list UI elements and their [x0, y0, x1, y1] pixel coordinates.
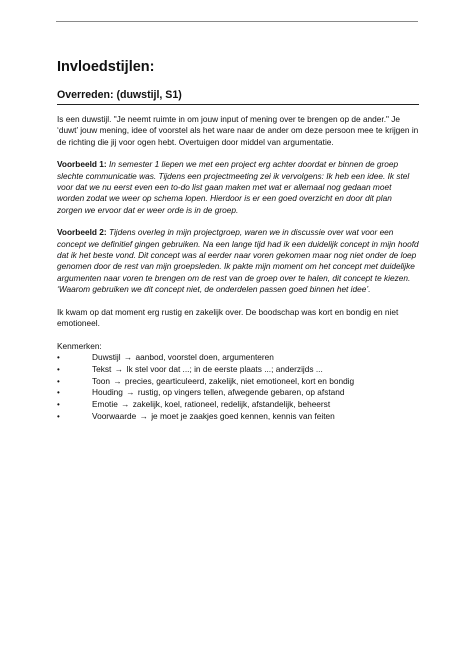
arrow-right-icon: → [123, 351, 133, 362]
list-item [57, 376, 419, 388]
arrow-right-icon: → [126, 387, 135, 398]
kenmerk-label: Duwstijl [92, 351, 121, 362]
example-2-label: Voorbeeld 2: [57, 227, 107, 238]
intro-paragraph: Is een duwstijl. "Je neemt ruimte in om jouw input of mening over te brengen op de ander." Je ‘duwt’ jouw mening, idee of voorstel als het ware naar de ander om deze persoon mee te krijgen in de richting die jij voor ogen hebt. Overtuigen door middel van argumentatie. [57, 114, 419, 147]
kenmerk-label: Toon [92, 375, 110, 386]
example-1-paragraph [57, 159, 419, 216]
list-item [57, 364, 419, 376]
page-title: Invloedstijlen: [57, 59, 155, 75]
kenmerk-label: Emotie [92, 399, 118, 410]
example-1-text: In semester 1 liepen we met een project erg achter doordat er binnen de groep slechte communicatie was. Tijdens een projectmeeting zei ik vervolgens: Ik heb een idee. Ik stel voor dat we nu eerst even een to-do list gaan maken met wat er allemaal nog gedaan moet worden zodat we weer op schema lopen. Hierdoor is er een goed overzicht en door dit plan zorgen we ervoor dat er weer orde is in de groep. [57, 159, 410, 215]
kenmerk-value: rustig, op vingers tellen, afwegende gebaren, op afstand [137, 387, 345, 398]
list-item [57, 387, 419, 399]
kenmerk-value: zakelijk, koel, rationeel, redelijk, afstandelijk, beheerst [132, 399, 331, 410]
kenmerk-label: Tekst [92, 363, 112, 374]
example-1-label: Voorbeeld 1: [57, 159, 107, 170]
bullet-icon: • [57, 352, 60, 362]
bullet-icon: • [57, 376, 60, 386]
example-2-paragraph [57, 227, 419, 295]
kenmerk-value: Ik stel voor dat ...; in de eerste plaats ...; anderzijds ... [126, 363, 323, 374]
kenmerk-value: je moet je zaakjes goed kennen, kennis van feiten [151, 410, 335, 421]
top-divider [56, 21, 418, 22]
arrow-right-icon: → [139, 410, 148, 421]
list-item [57, 411, 419, 423]
kenmerk-value: precies, gearticuleerd, zakelijk, niet emotioneel, kort en bondig [124, 375, 355, 386]
kenmerk-label: Houding [92, 387, 123, 398]
kenmerken-title: Kenmerken: [57, 340, 102, 351]
list-item [57, 352, 419, 364]
bullet-icon: • [57, 364, 60, 374]
kenmerk-label: Voorwaarde [92, 410, 137, 421]
section-heading: Overreden: (duwstijl, S1) [57, 88, 419, 105]
document-content [57, 58, 419, 423]
bullet-icon: • [57, 411, 60, 421]
kenmerk-value: aanbod, voorstel doen, argumenteren [135, 351, 274, 362]
list-item [57, 399, 419, 411]
kenmerken-list [57, 352, 419, 423]
bullet-icon: • [57, 400, 60, 410]
bullet-icon: • [57, 388, 60, 398]
arrow-right-icon: → [114, 363, 123, 374]
conclusion-paragraph: Ik kwam op dat moment erg rustig en zakelijk over. De boodschap was kort en bondig en niet emotioneel. [57, 306, 399, 329]
arrow-right-icon: → [121, 399, 130, 410]
arrow-right-icon: → [113, 375, 122, 386]
example-2-text: Tijdens overleg in mijn projectgroep, waren we in discussie over wat voor een concept we definitief gingen gebruiken. Na een lange tijd had ik een duidelijk concept in mijn hoofd dat ik het beste vond. Dit concept was al eerder naar voren gekomen maar nog niet onder de loep genomen door de rest van mijn groepsleden. Ik pakte mijn moment om het concept met duidelijke argumenten naar voren te brengen om de rest van de groep over te halen, dit concept te kiezen. ‘Waarom gebruiken we dit concept niet, de onderdelen passen goed binnen het idee’. [57, 227, 419, 295]
